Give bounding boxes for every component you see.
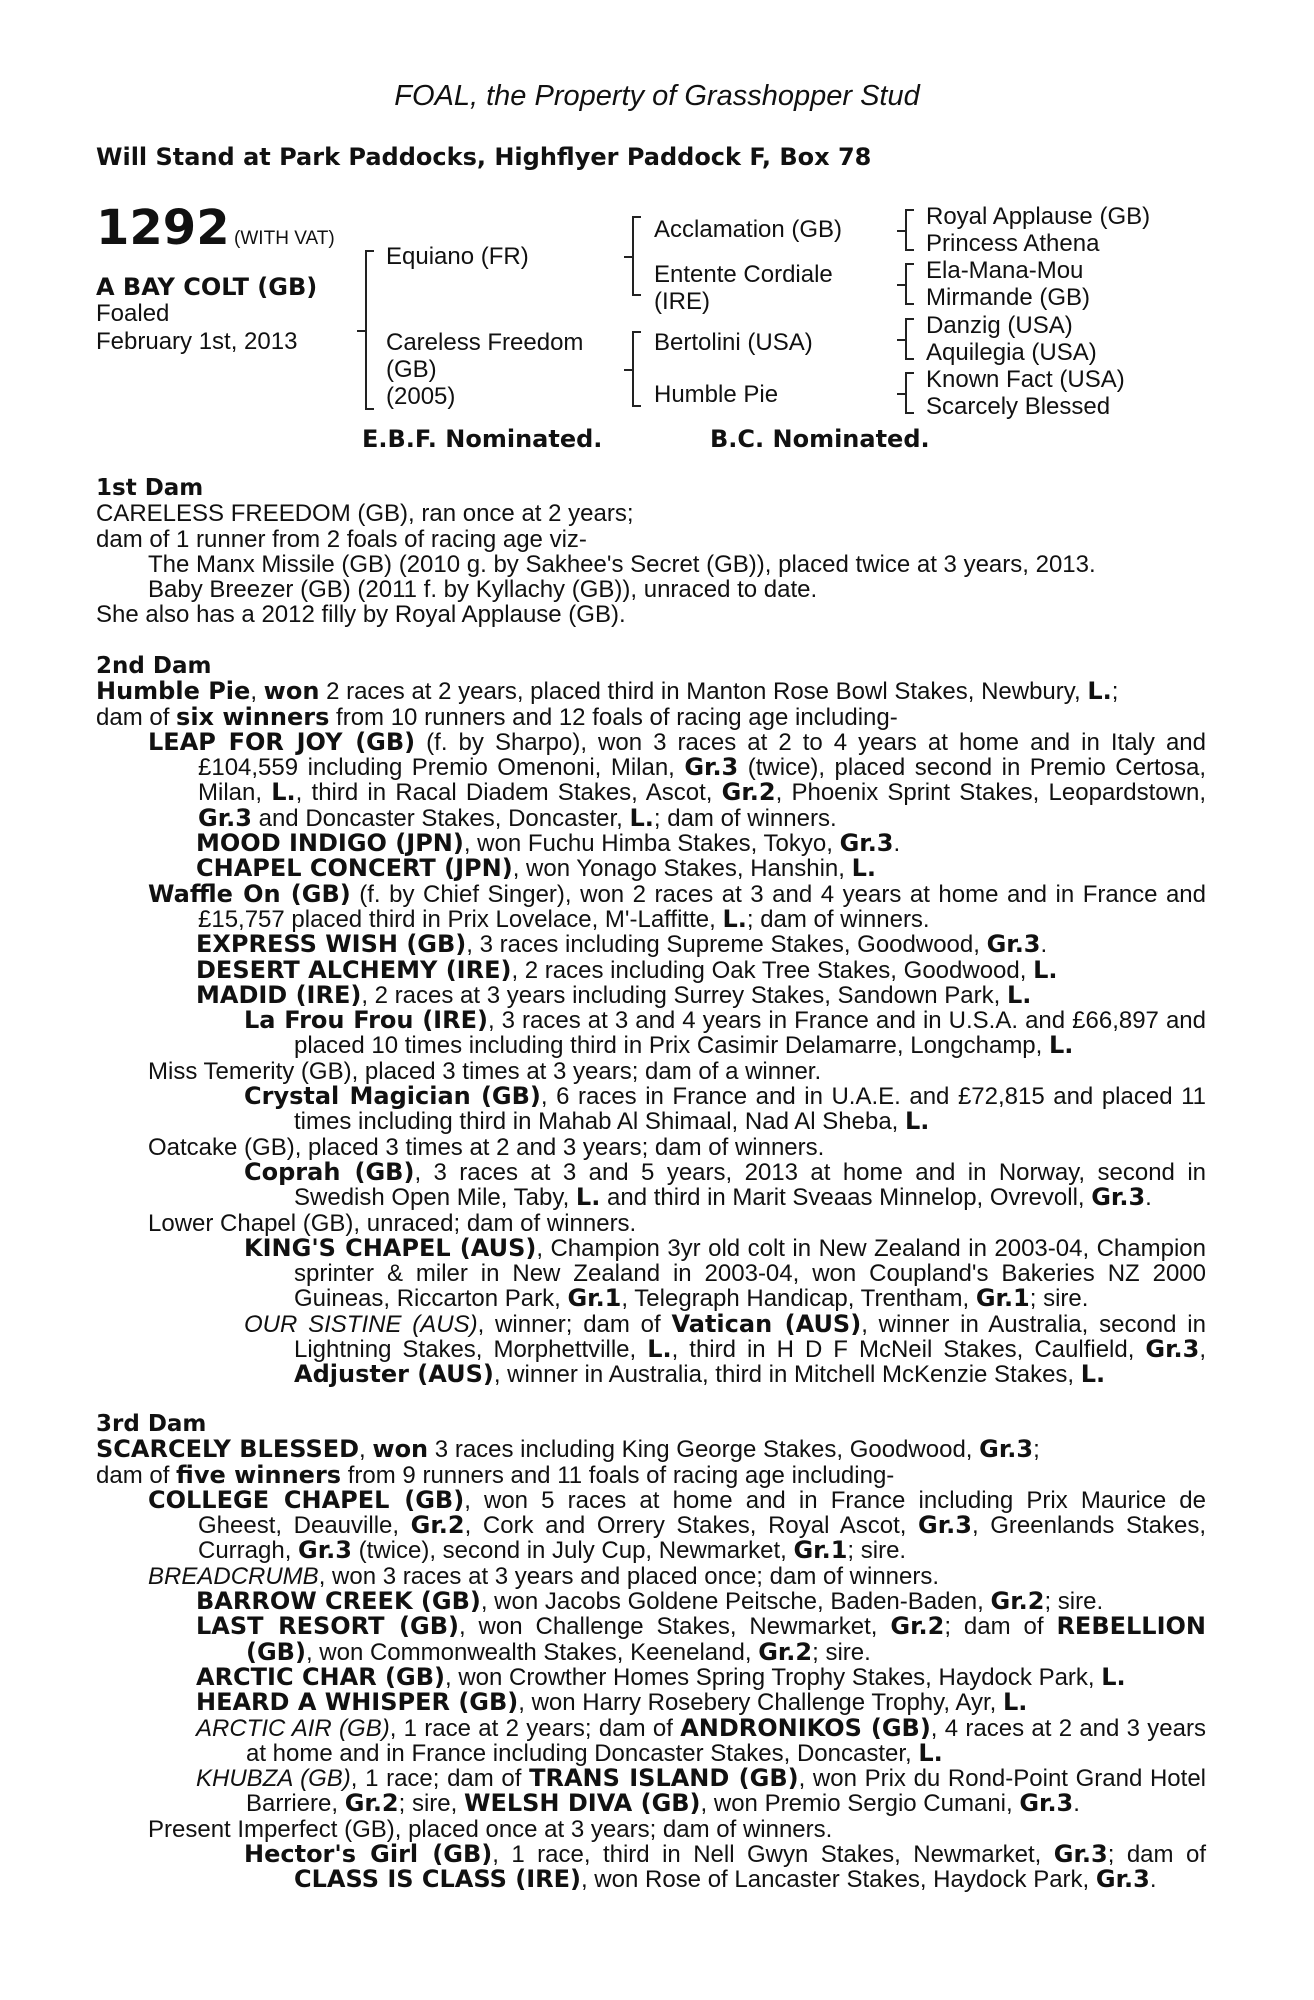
pedigree-brace-1 <box>365 250 377 410</box>
produce-entry: La Frou Frou (IRE), 3 races at 3 and 4 years in France and in U.S.A. and £66,897 and placed 10 times including third in Prix Casimir Delamarre, Longchamp, L. <box>244 1006 1206 1060</box>
produce-entry: LEAP FOR JOY (GB) (f. by Sharpo), won 3 races at 2 to 4 years at home and in Italy and £104,559 including Premio Omenoni, Milan, Gr.3 (twice), placed second in Premio Certosa, Milan, L., third in Racal Diadem Stakes, Ascot, Gr.2, Phoenix Sprint Stakes, Leopardstown, Gr.3 and Doncaster Stakes, Doncaster, L.; dam of winners. <box>148 727 1206 832</box>
pedigree-sire-sire: Acclamation (GB) <box>654 216 843 243</box>
ebf-nominated: E.B.F. Nominated. <box>362 425 603 453</box>
first-dam-line: She also has a 2012 filly by Royal Applause (GB). <box>96 601 626 629</box>
pedigree-brace-2a <box>632 216 644 296</box>
first-dam-heading: 1st Dam <box>96 475 204 501</box>
first-dam-produce: Baby Breezer (GB) (2011 f. by Kyllachy (GB)), unraced to date. <box>148 576 818 604</box>
pedigree-brace-3d <box>905 372 917 414</box>
produce-entry: BREADCRUMB, won 3 races at 3 years and placed once; dam of winners. <box>148 1562 940 1590</box>
page-title: FOAL, the Property of Grasshopper Stud <box>394 80 920 112</box>
second-dam-section <box>96 654 1206 1388</box>
first-dam-line: dam of 1 runner from 2 foals of racing age viz- <box>96 525 587 553</box>
pedigree-sire-dam: Entente Cordiale (IRE) <box>654 261 833 315</box>
produce-entry: Present Imperfect (GB), placed once at 3 years; dam of winners. <box>148 1815 833 1843</box>
pedigree-g3-3: Danzig (USA) Aquilegia (USA) <box>926 312 1097 366</box>
produce-entry: Waffle On (GB) (f. by Chief Singer), won 2 races at 3 and 4 years at home and in France and £15,757 placed third in Prix Lovelace, M'-Laffitte, L.; dam of winners. <box>148 879 1206 933</box>
produce-entry: BARROW CREEK (GB), won Jacobs Goldene Peitsche, Baden-Baden, Gr.2; sire. <box>196 1587 1104 1616</box>
pedigree-g3-2: Ela-Mana-Mou Mirmande (GB) <box>926 257 1091 311</box>
third-dam-line: SCARCELY BLESSED, won 3 races including King George Stakes, Goodwood, Gr.3; <box>96 1435 1040 1464</box>
first-dam-produce: The Manx Missile (GB) (2010 g. by Sakhee's Secret (GB)), placed twice at 3 years, 2013. <box>148 550 1096 578</box>
second-dam-line: Humble Pie, won 2 races at 2 years, placed third in Manton Rose Bowl Stakes, Newbury, L.; <box>96 677 1119 706</box>
pedigree-brace-3b <box>905 263 917 305</box>
produce-entry: OUR SISTINE (AUS), winner; dam of Vatican (AUS), winner in Australia, second in Lightning Stakes, Morphettville, L., third in H D F McNeil Stakes, Caulfield, Gr.3, Adjuster (AUS), winner in Australia, third in Mitchell McKenzie Stakes, L. <box>244 1309 1206 1389</box>
lot-number: 1292 <box>96 200 230 256</box>
produce-entry: HEARD A WHISPER (GB), won Harry Rosebery Challenge Trophy, Ayr, L. <box>196 1688 1028 1717</box>
lot-vat: (WITH VAT) <box>234 228 335 249</box>
produce-entry: Miss Temerity (GB), placed 3 times at 3 years; dam of a winner. <box>148 1057 822 1085</box>
pedigree-brace-3a <box>905 209 917 251</box>
produce-entry: MOOD INDIGO (JPN), won Fuchu Himba Stakes, Tokyo, Gr.3. <box>196 829 901 858</box>
third-dam-section <box>96 1412 1206 1893</box>
produce-entry: DESERT ALCHEMY (IRE), 2 races including Oak Tree Stakes, Goodwood, L. <box>196 955 1058 984</box>
produce-entry: EXPRESS WISH (GB), 3 races including Supreme Stakes, Goodwood, Gr.3. <box>196 930 1048 959</box>
produce-entry: ARCTIC AIR (GB), 1 race at 2 years; dam of ANDRONIKOS (GB), 4 races at 2 and 3 years at home and in France including Doncaster Stakes, Doncaster, L. <box>196 1713 1206 1767</box>
pedigree-dam: Careless Freedom (GB) (2005) <box>386 329 584 410</box>
pedigree-g3-1: Royal Applause (GB) Princess Athena <box>926 203 1151 257</box>
second-dam-line: dam of six winners from 10 runners and 12 foals of racing age including- <box>96 702 898 731</box>
pedigree-dam-dam: Humble Pie <box>654 381 779 408</box>
pedigree-brace-3c <box>905 318 917 360</box>
produce-entry: MADID (IRE), 2 races at 3 years including Surrey Stakes, Sandown Park, L. <box>196 980 1032 1009</box>
produce-entry: LAST RESORT (GB), won Challenge Stakes, Newmarket, Gr.2; dam of REBELLION (GB), won Commonwealth Stakes, Keeneland, Gr.2; sire. <box>196 1612 1207 1666</box>
produce-entry: COLLEGE CHAPEL (GB), won 5 races at home and in France including Prix Maurice de Gheest, Deauville, Gr.2, Cork and Orrery Stakes, Royal Ascot, Gr.3, Greenlands Stakes, Curragh, Gr.3 (twice), second in July Cup, Newmarket, Gr.1; sire. <box>148 1485 1207 1565</box>
produce-entry: Lower Chapel (GB), unraced; dam of winners. <box>148 1209 637 1237</box>
produce-entry: KHUBZA (GB), 1 race; dam of TRANS ISLAND (GB), won Prix du Rond-Point Grand Hotel Barriere, Gr.2; sire, WELSH DIVA (GB), won Premio Sergio Cumani, Gr.3. <box>196 1764 1207 1818</box>
pedigree-dam-sire: Bertolini (USA) <box>654 329 813 356</box>
lot-number-block <box>96 200 335 256</box>
produce-entry: ARCTIC CHAR (GB), won Crowther Homes Spring Trophy Stakes, Haydock Park, L. <box>196 1662 1126 1691</box>
bc-nominated: B.C. Nominated. <box>710 425 930 453</box>
first-dam-section <box>96 476 1206 628</box>
third-dam-heading: 3rd Dam <box>96 1411 207 1437</box>
produce-entry: Hector's Girl (GB), 1 race, third in Nell Gwyn Stakes, Newmarket, Gr.3; dam of CLASS IS CLASS (IRE), won Rose of Lancaster Stakes, Haydock Park, Gr.3. <box>244 1840 1206 1894</box>
foaled-label: Foaled <box>96 300 170 327</box>
pedigree-sire: Equiano (FR) <box>386 243 529 270</box>
foaled-block <box>96 300 297 356</box>
pedigree-g3-4: Known Fact (USA) Scarcely Blessed <box>926 366 1125 420</box>
produce-entry: Coprah (GB), 3 races at 3 and 5 years, 2013 at home and in Norway, second in Swedish Open Mile, Taby, L. and third in Marit Sveaas Minnelop, Ovrevoll, Gr.3. <box>244 1157 1206 1212</box>
lot-description: A BAY COLT (GB) <box>96 273 318 301</box>
produce-entry: KING'S CHAPEL (AUS), Champion 3yr old colt in New Zealand in 2003-04, Champion sprinter & miler in New Zealand in 2003-04, won Coupland's Bakeries NZ 2000 Guineas, Riccarton Park, Gr.1, Telegraph Handicap, Trentham, Gr.1; sire. <box>244 1233 1206 1313</box>
produce-entry: Oatcake (GB), placed 3 times at 2 and 3 years; dam of winners. <box>148 1133 825 1161</box>
second-dam-heading: 2nd Dam <box>96 653 212 679</box>
pedigree-brace-2b <box>632 331 644 407</box>
foaled-date: February 1st, 2013 <box>96 328 298 355</box>
produce-entry: Crystal Magician (GB), 6 races in France and in U.A.E. and £72,815 and placed 11 times including third in Mahab Al Shimaal, Nad Al Sheba, L. <box>244 1082 1206 1136</box>
produce-entry: CHAPEL CONCERT (JPN), won Yonago Stakes, Hanshin, L. <box>196 854 877 883</box>
first-dam-line: CARELESS FREEDOM (GB), ran once at 2 years; <box>96 500 634 528</box>
stand-location: Will Stand at Park Paddocks, Highflyer Paddock F, Box 78 <box>96 143 872 171</box>
third-dam-line: dam of five winners from 9 runners and 11 foals of racing age including- <box>96 1460 895 1489</box>
